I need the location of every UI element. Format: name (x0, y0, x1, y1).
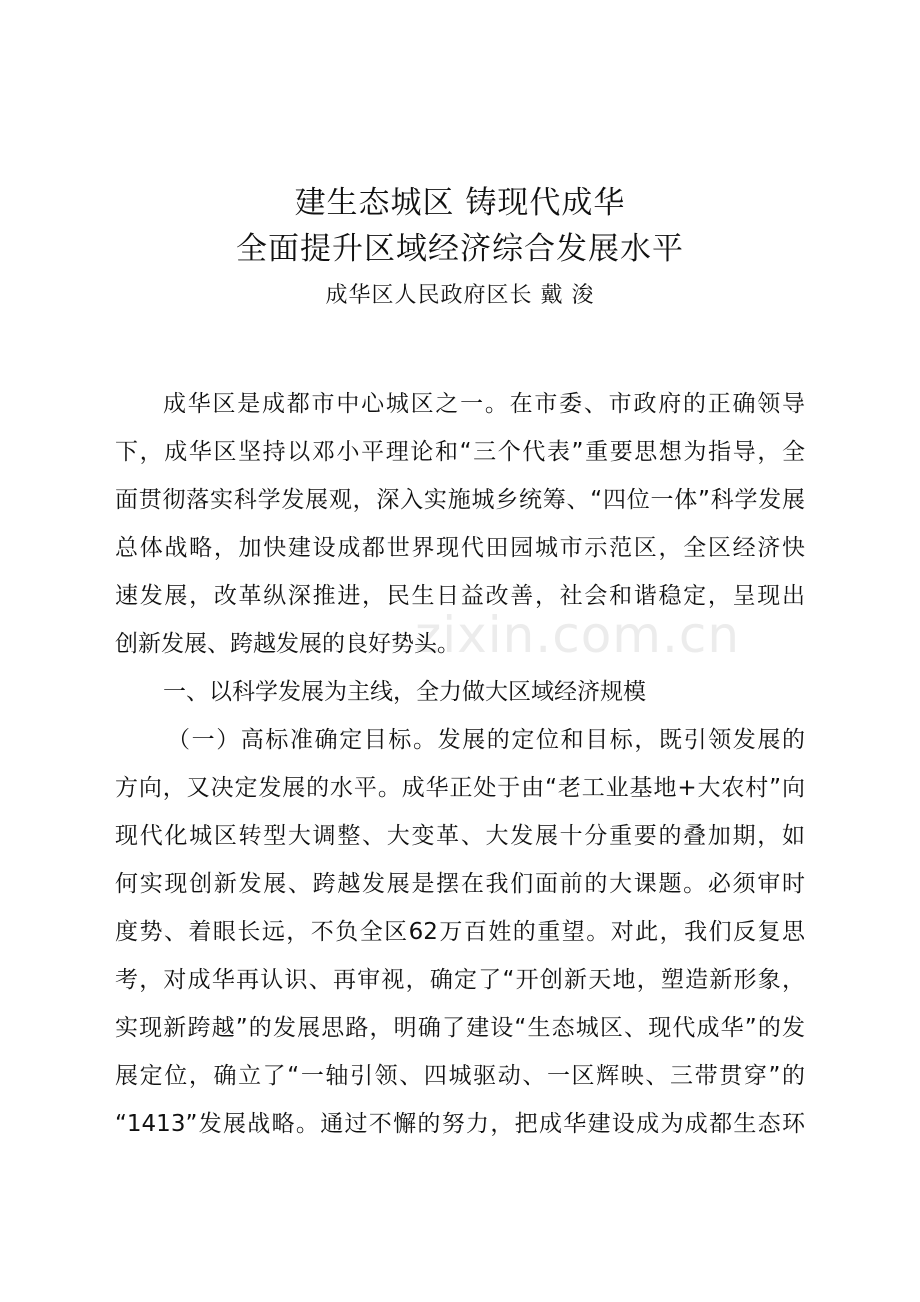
text-line: 现代化城区转型大调整、大变革、大发展十分重要的叠加期，如 (115, 823, 805, 849)
title-line-1: 建生态城区 铸现代成华 (294, 185, 626, 221)
paragraph (115, 380, 805, 668)
title-line-2: 全面提升区域经济综合发展水平 (236, 231, 684, 267)
text-line: 总体战略，加快建设成都世界现代田园城市示范区，全区经济快 (115, 535, 805, 561)
text-line: “1413”发展战略。通过不懈的努力，把成华建设成为成都生态环 (115, 1111, 805, 1137)
text-line: 成华区是成都市中心城区之一。在市委、市政府的正确领导 (163, 391, 805, 417)
paragraph (115, 716, 805, 1148)
author-line: 成华区人民政府区长 戴 浚 (325, 283, 595, 308)
body-text (115, 380, 805, 1148)
text-line: 实现新跨越”的发展思路，明确了建设“生态城区、现代成华”的发 (115, 1015, 805, 1041)
watermark: zixin.com.cn (415, 606, 741, 664)
text-line: 面贯彻落实科学发展观，深入实施城乡统筹、“四位一体”科学发展 (115, 487, 805, 513)
text-line: 下，成华区坚持以邓小平理论和“三个代表”重要思想为指导，全 (115, 439, 805, 465)
title-block (0, 180, 920, 314)
text-line: 创新发展、跨越发展的良好势头。 (115, 631, 460, 657)
text-line: 一、以科学发展为主线，全力做大区域经济规模 (163, 679, 646, 705)
section-heading (115, 668, 805, 716)
text-line: 方向，又决定发展的水平。成华正处于由“老工业基地+大农村”向 (115, 775, 805, 801)
text-line: （一）高标准确定目标。发展的定位和目标，既引领发展的 (167, 727, 805, 753)
text-line: 速发展，改革纵深推进，民生日益改善，社会和谐稳定，呈现出 (115, 583, 805, 609)
text-line: 何实现创新发展、跨越发展是摆在我们面前的大课题。必须审时 (115, 871, 805, 897)
text-line: 考，对成华再认识、再审视，确定了“开创新天地，塑造新形象， (115, 967, 805, 993)
text-line: 度势、着眼长远，不负全区62万百姓的重望。对此，我们反复思 (115, 919, 805, 945)
text-line: 展定位，确立了“一轴引领、四城驱动、一区辉映、三带贯穿”的 (115, 1063, 805, 1089)
